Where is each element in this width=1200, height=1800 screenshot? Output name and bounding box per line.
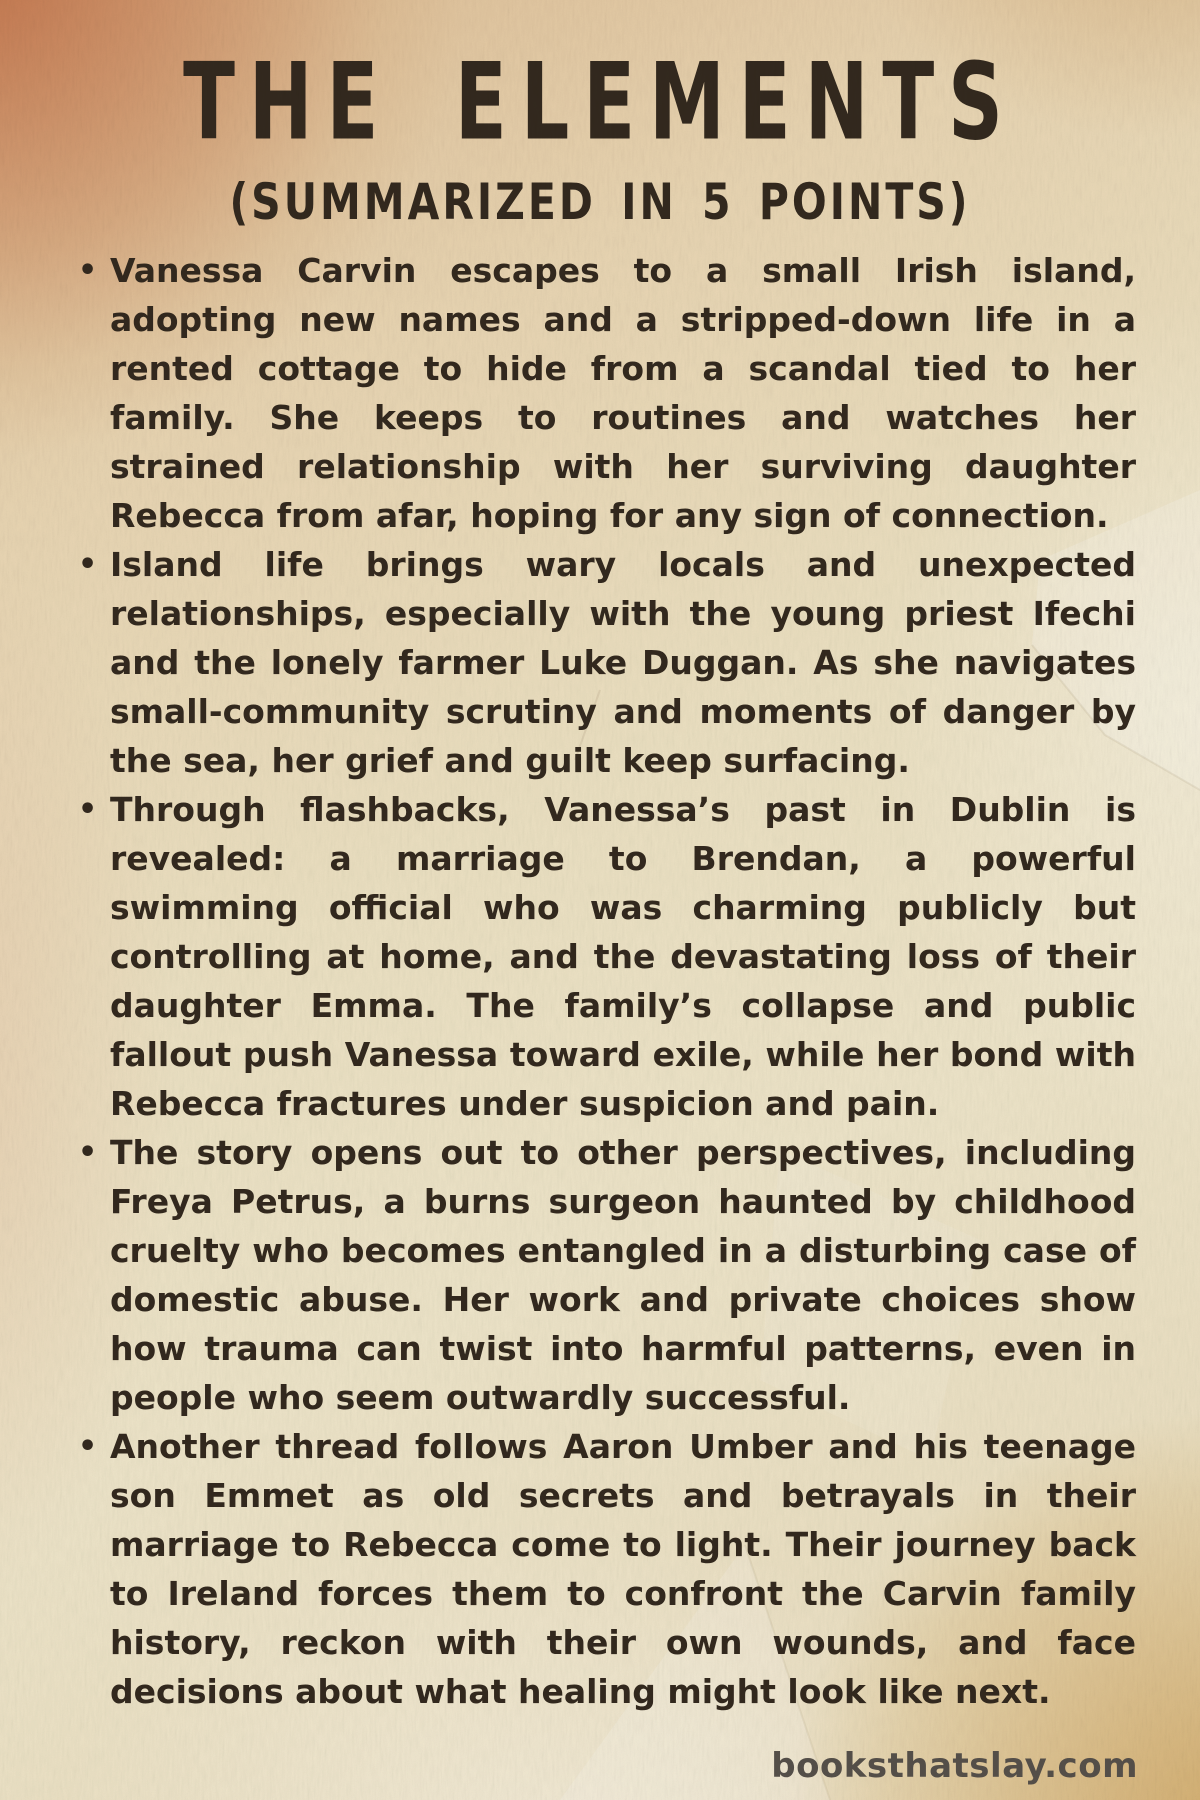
bullet-icon: • [78, 1429, 98, 1464]
summary-point-text: Another thread follows Aaron Umber and his teenage son Emmet as old secrets and betrayals in their marriage to Rebecca come to light. Their journey back to Ireland forces them to confront the Carvin family history, reckon with their own wounds, and face decisions about what healing might look like next. [110, 1427, 1136, 1711]
summary-point [78, 1128, 1136, 1422]
summary-point-text: The story opens out to other perspectives, including Freya Petrus, a burns surgeon haunted by childhood cruelty who becomes entangled in a disturbing case of domestic abuse. Her work and private choices show how trauma can twist into harmful patterns, even in people who seem outwardly successful. [110, 1133, 1136, 1417]
summary-point-text: Island life brings wary locals and unexpected relationships, especially with the young priest Ifechi and the lonely farmer Luke Duggan. As she navigates small-community scrutiny and moments of danger by the sea, her grief and guilt keep surfacing. [110, 545, 1136, 780]
summary-point [78, 785, 1136, 1128]
bullet-icon: • [78, 1135, 98, 1170]
summary-point [78, 540, 1136, 785]
bullet-icon: • [78, 253, 98, 288]
watermark-text: booksthatslay.com [771, 1746, 1138, 1786]
summary-point-text: Through flashbacks, Vanessa’s past in Dublin is revealed: a marriage to Brendan, a powerful swimming official who was charming publicly but controlling at home, and the devastating loss of their daughter Emma. The family’s collapse and public fallout push Vanessa toward exile, while her bond with Rebecca fractures under suspicion and pain. [110, 790, 1136, 1123]
summary-point [78, 1422, 1136, 1716]
bullet-icon: • [78, 547, 98, 582]
summary-point-text: Vanessa Carvin escapes to a small Irish island, adopting new names and a stripped-down life in a rented cottage to hide from a scandal tied to her family. She keeps to routines and watches her strained relationship with her surviving daughter Rebecca from afar, hoping for any sign of connection. [110, 251, 1136, 535]
summary-list [78, 246, 1136, 1716]
summary-point [78, 246, 1136, 540]
page-subtitle: (SUMMARIZED IN 5 POINTS) [229, 172, 971, 232]
page-title: THE ELEMENTS [183, 39, 1017, 164]
bullet-icon: • [78, 792, 98, 827]
